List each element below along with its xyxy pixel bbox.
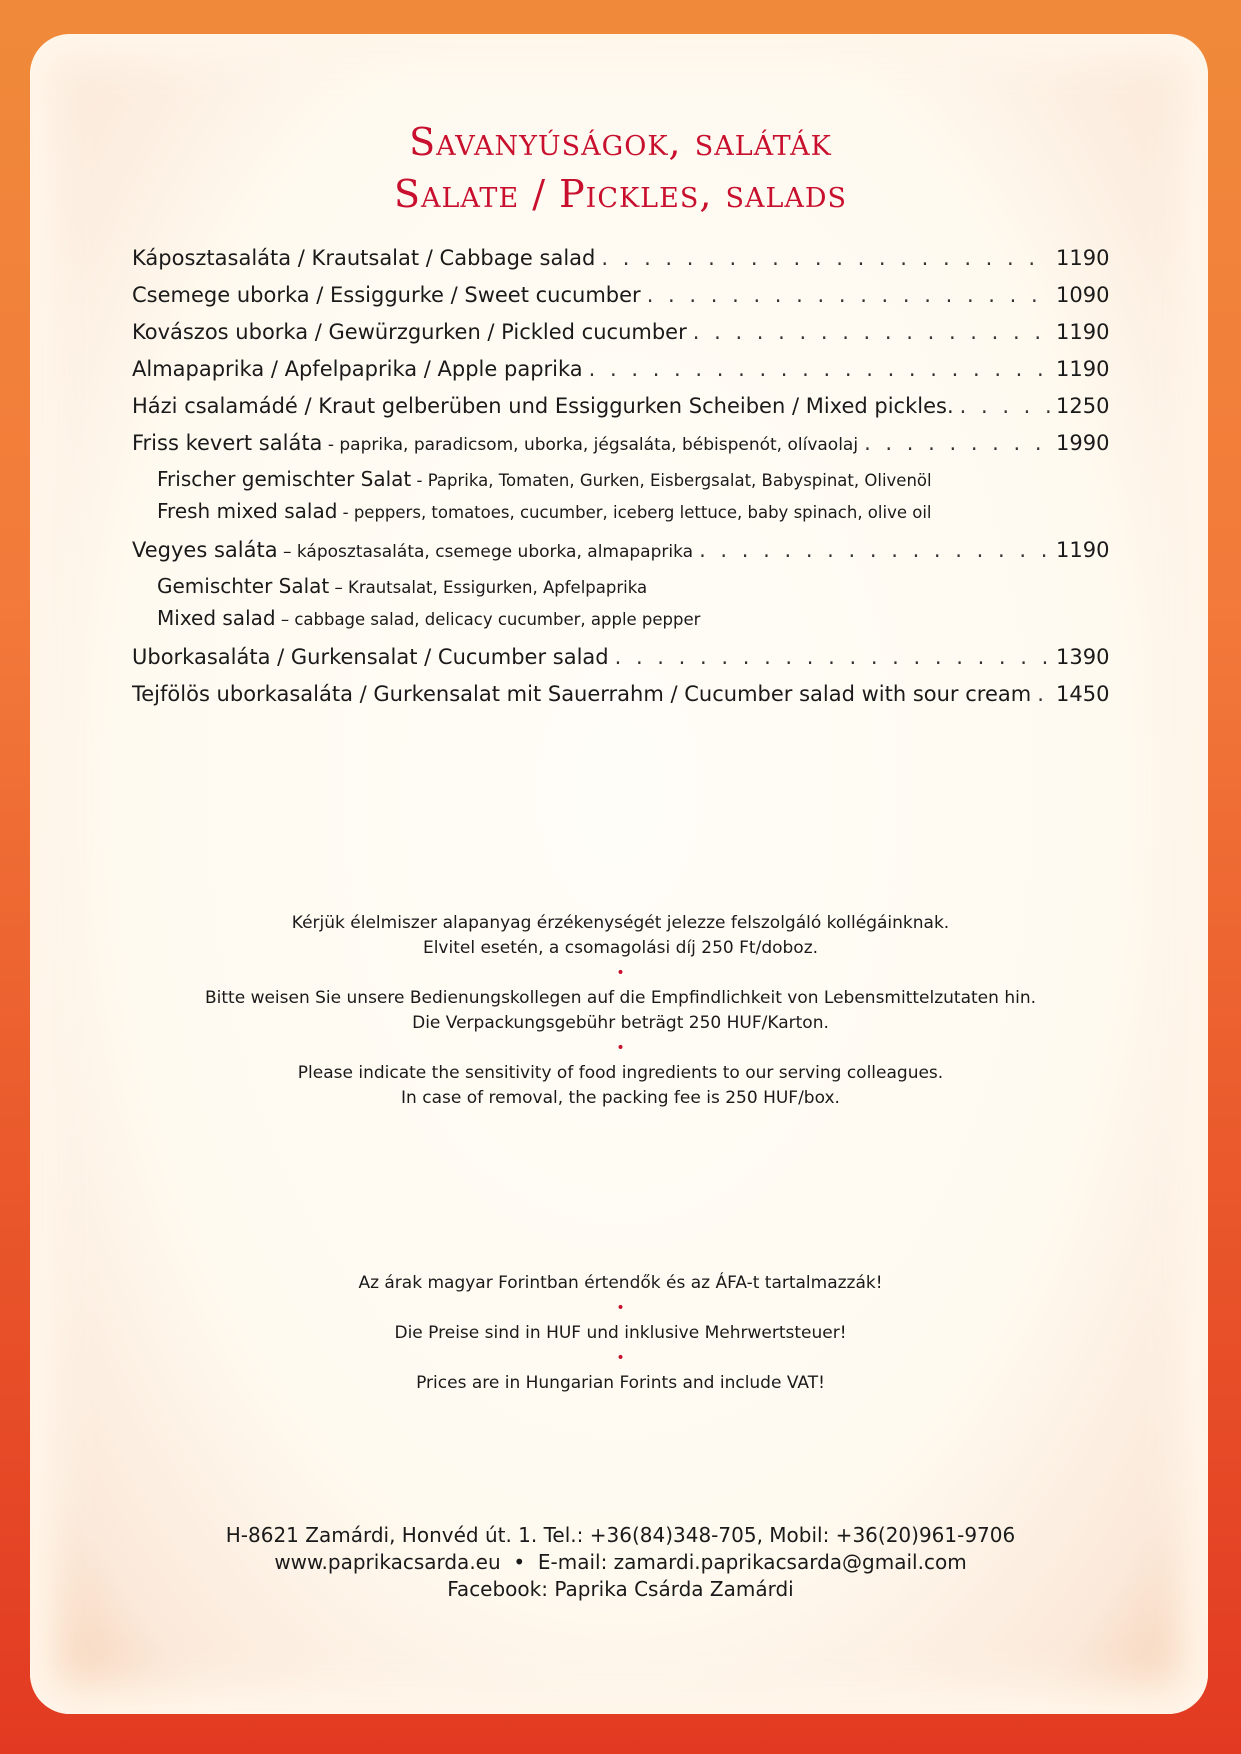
menu-item-price: 1990 bbox=[1056, 431, 1110, 455]
menu-item-price: 1250 bbox=[1056, 394, 1110, 418]
menu-item bbox=[132, 639, 1108, 676]
notice-line-en: Please indicate the sensitivity of food ingredients to our serving colleagues. bbox=[297, 1063, 944, 1083]
leader-dots bbox=[589, 351, 1050, 388]
menu-item bbox=[132, 676, 1108, 713]
price-notice bbox=[0, 1271, 1241, 1396]
item-description: - paprika, paradicsom, uborka, jégsaláta, bébispenót, olívaolaj bbox=[322, 435, 859, 455]
menu-item bbox=[132, 240, 1108, 277]
item-name-text: Fresh mixed salad bbox=[157, 499, 338, 523]
price-note-de: Die Preise sind in HUF und inklusive Mehrwertsteuer! bbox=[394, 1323, 847, 1343]
menu-item-translation-de bbox=[132, 464, 1108, 496]
contact-web-email: www.paprikacsarda.eu • E-mail: zamardi.paprikacsarda@gmail.com bbox=[274, 1550, 967, 1574]
menu-item-row bbox=[132, 532, 1108, 571]
menu-item-name: Kovászos uborka / Gewürzgurken / Pickled cucumber bbox=[132, 320, 687, 344]
menu-item-name: Uborkasaláta / Gurkensalat / Cucumber salad bbox=[132, 645, 609, 669]
item-description: – Krautsalat, Essigurken, Apfelpaprika bbox=[329, 578, 648, 597]
leader-dots bbox=[601, 240, 1050, 277]
menu-item bbox=[132, 277, 1108, 314]
item-name-text: Vegyes saláta bbox=[132, 538, 278, 562]
menu-item-price: 1390 bbox=[1056, 645, 1110, 669]
menu-item bbox=[132, 351, 1108, 388]
notice-line-hu: Kérjük élelmiszer alapanyag érzékenységét jelezze felszolgáló kollégáinknak. bbox=[291, 913, 950, 933]
menu-item-name: Almapaprika / Apfelpaprika / Apple paprika bbox=[132, 357, 583, 381]
item-name-text: Friss kevert saláta bbox=[132, 431, 323, 455]
price-note-en: Prices are in Hungarian Forints and include VAT! bbox=[416, 1373, 825, 1393]
menu-item bbox=[132, 314, 1108, 351]
item-description: – káposztasaláta, csemege uborka, almapaprika bbox=[277, 542, 694, 562]
item-description: – cabbage salad, delicacy cucumber, apple pepper bbox=[275, 610, 701, 629]
menu-item-price: 1190 bbox=[1056, 538, 1110, 562]
item-name-text: Frischer gemischter Salat bbox=[157, 467, 412, 491]
bullet-separator: • bbox=[616, 1040, 625, 1056]
menu-item-name bbox=[132, 425, 858, 464]
leader-dots bbox=[699, 532, 1050, 569]
allergy-notice bbox=[0, 911, 1241, 1111]
menu-item-name: Csemege uborka / Essiggurke / Sweet cucumber bbox=[132, 283, 641, 307]
leader-dots bbox=[864, 425, 1050, 462]
menu-item-translation-en bbox=[132, 496, 1108, 528]
menu-item-price: 1190 bbox=[1056, 357, 1110, 381]
menu-item-mixed-salad bbox=[132, 532, 1108, 635]
menu-item-fresh-salad bbox=[132, 425, 1108, 528]
item-name-text: Gemischter Salat bbox=[157, 574, 330, 598]
page-title: Savanyúságok, saláták bbox=[409, 120, 832, 164]
menu-item-price: 1190 bbox=[1056, 320, 1110, 344]
menu-list bbox=[132, 240, 1108, 713]
menu-item-translation-en bbox=[132, 603, 1108, 635]
page-subtitle: Salate / Pickles, salads bbox=[393, 172, 848, 216]
leader-dots bbox=[615, 639, 1050, 676]
leader-dots bbox=[693, 314, 1050, 351]
item-description: - peppers, tomatoes, cucumber, iceberg lettuce, baby spinach, olive oil bbox=[337, 503, 932, 522]
menu-item-name: Házi csalamádé / Kraut gelberüben und Essiggurken Scheiben / Mixed pickles. bbox=[132, 394, 954, 418]
notice-line-de: Bitte weisen Sie unsere Bedienungskollegen auf die Empfindlichkeit von Lebensmittelzutaten hin. bbox=[204, 988, 1036, 1008]
notice-line-en: In case of removal, the packing fee is 250 HUF/box. bbox=[401, 1088, 840, 1108]
menu-item-translation-de bbox=[132, 571, 1108, 603]
notice-line-hu: Elvitel esetén, a csomagolási díj 250 Ft/doboz. bbox=[422, 938, 819, 958]
item-name-text: Mixed salad bbox=[157, 606, 276, 630]
price-note-hu: Az árak magyar Forintban értendők és az ÁFA-t tartalmazzák! bbox=[358, 1273, 883, 1293]
item-description: - Paprika, Tomaten, Gurken, Eisbergsalat, Babyspinat, Olivenöl bbox=[411, 471, 932, 490]
leader-dots bbox=[1037, 676, 1050, 713]
bullet-separator: • bbox=[616, 1300, 625, 1316]
leader-dots bbox=[960, 388, 1050, 425]
menu-item-name bbox=[132, 532, 693, 571]
menu-item-price: 1450 bbox=[1056, 682, 1110, 706]
menu-item-name: Tejfölös uborkasaláta / Gurkensalat mit Sauerrahm / Cucumber salad with sour cream bbox=[132, 682, 1032, 706]
menu-item-name: Káposztasaláta / Krautsalat / Cabbage salad bbox=[132, 246, 596, 270]
bullet-separator: • bbox=[616, 965, 625, 981]
bullet-separator: • bbox=[616, 1350, 625, 1366]
menu-item-price: 1190 bbox=[1056, 246, 1110, 270]
contact-address: H-8621 Zamárdi, Honvéd út. 1. Tel.: +36(84)348-705, Mobil: +36(20)961-9706 bbox=[225, 1523, 1016, 1547]
contact-facebook: Facebook: Paprika Csárda Zamárdi bbox=[447, 1577, 794, 1601]
menu-item-price: 1090 bbox=[1056, 283, 1110, 307]
contact-info bbox=[0, 1522, 1241, 1603]
menu-item bbox=[132, 388, 1108, 425]
leader-dots bbox=[647, 277, 1050, 314]
menu-item-row bbox=[132, 425, 1108, 464]
notice-line-de: Die Verpackungsgebühr beträgt 250 HUF/Karton. bbox=[412, 1013, 829, 1033]
